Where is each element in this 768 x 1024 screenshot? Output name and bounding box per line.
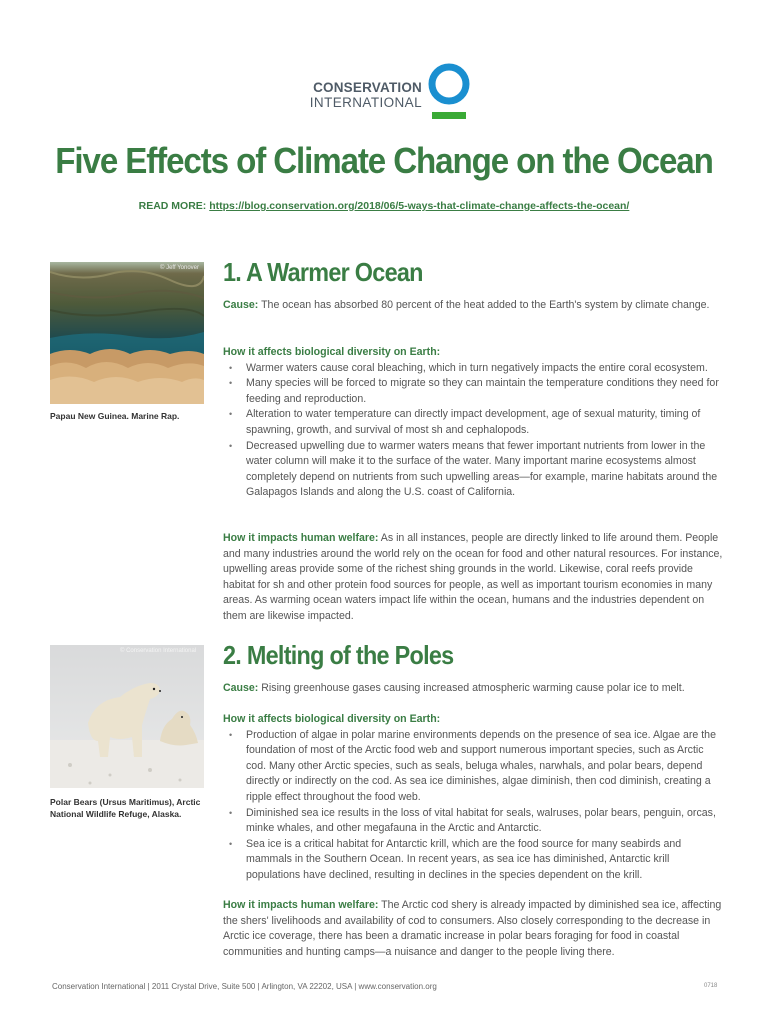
human-welfare-label: How it impacts human welfare: xyxy=(223,532,379,544)
cause-paragraph xyxy=(223,298,723,314)
read-more-link[interactable]: https://blog.conservation.org/2018/06/5-ways-that-climate-change-affects-the-ocean/ xyxy=(209,200,630,212)
cause-label: Cause: xyxy=(223,682,259,694)
photo-credit: © Jeff Yonover xyxy=(160,265,200,271)
cause-text: Rising greenhouse gases causing increased atmospheric warming cause polar ice to melt. xyxy=(258,682,685,694)
list-item: • Sea ice is a critical habitat for Antarctic krill, which are the food source for many seabirds and mammals in the Southern Ocean. In recent years, as sea ice has diminished, Antarctic krill populations have declined, resulting in declines in the species dependent on the krill. xyxy=(223,837,723,884)
section-heading: 1. A Warmer Ocean xyxy=(223,257,423,287)
biodiversity-label: How it affects biological diversity on Earth: xyxy=(223,713,441,725)
human-welfare-text: The Arctic cod shery is already impacted by diminished sea ice, affecting the shers' livelihoods and availability of cod to consumers. Also closely corresponding to the decrease in Arctic ice coverage, there has been a dramatic increase in polar bears foraging for food in coastal communities and hunting camps—a nuisance and danger to the people living there. xyxy=(223,899,722,958)
list-item: • Alteration to water temperature can directly impact development, age of sexual maturity, timing of spawning, growth, and survival of most sh and cephalopods. xyxy=(223,407,723,438)
document-title: Five Effects of Climate Change on the Ocean xyxy=(55,140,713,181)
photo-credit: © Conservation International xyxy=(120,648,197,654)
read-more-label: READ MORE: xyxy=(138,200,207,212)
photo-caption: Polar Bears (Ursus Maritimus), Arctic National Wildlife Refuge, Alaska. xyxy=(50,797,201,819)
human-welfare-text: As in all instances, people are directly linked to life around them. People and many industries around the world rely on the ocean for food and other natural resources. For instance, upwelling areas provide some of the richest shing grounds in the world. Likewise, coral reefs provide habitat for sh and other protein food sources for people, as well as important tourism economies in many areas. As warming ocean waters impact life within the ocean, humans and the industries dependent on them are likewise impacted. xyxy=(223,532,723,622)
biodiversity-list xyxy=(223,361,723,501)
biodiversity-block xyxy=(223,712,723,884)
logo-line-2: INTERNATIONAL xyxy=(309,95,422,110)
biodiversity-block xyxy=(223,345,723,501)
footer-address: Conservation International | 2011 Crystal Drive, Suite 500 | Arlington, VA 22202, USA | www.conservation.org xyxy=(52,982,437,991)
human-welfare-paragraph xyxy=(223,531,723,625)
photo-caption: Papau New Guinea. Marine Rap. xyxy=(50,411,180,421)
cause-label: Cause: xyxy=(223,299,259,311)
logo-line-1: CONSERVATION xyxy=(313,80,422,95)
human-welfare-label: How it impacts human welfare: xyxy=(223,899,379,911)
list-item: • Many species will be forced to migrate so they can maintain the temperature conditions they need for feeding and reproduction. xyxy=(223,376,723,407)
section-heading: 2. Melting of the Poles xyxy=(223,640,454,670)
biodiversity-label: How it affects biological diversity on Earth: xyxy=(223,346,441,358)
footer-code: 0718 xyxy=(704,983,718,989)
read-more-line xyxy=(0,200,768,212)
list-item: • Warmer waters cause coral bleaching, which in turn negatively impacts the entire coral ecosystem. xyxy=(223,361,723,377)
list-item: • Decreased upwelling due to warmer waters means that fewer important nutrients from lower in the water column will make it to the surface of the water. Many important marine ecosystems almost completely depend on nutrients from such upwelling areas—for example, marine habitats around the Galapagos Islands and along the U.S. coast of California. xyxy=(223,439,723,501)
human-welfare-paragraph xyxy=(223,898,723,960)
list-item: • Production of algae in polar marine environments depends on the presence of sea ice. Algae are the foundation of most of the Arctic food web and support numerous important species, such as Arctic cod. Many other Arctic species, such as seals, beluga whales, narwhals, and polar bears, depend directly or indirectly on the cod. As sea ice diminishes, algae diminish, then cod diminish, creating a ripple effect throughout the food web. xyxy=(223,728,723,806)
ci-globe-logo-icon xyxy=(428,62,474,122)
coral-reef-photo xyxy=(50,262,204,404)
conservation-international-logo xyxy=(298,62,478,124)
cause-paragraph xyxy=(223,681,723,697)
biodiversity-list xyxy=(223,728,723,884)
cause-text: The ocean has absorbed 80 percent of the heat added to the Earth's system by climate change. xyxy=(258,299,710,311)
polar-bears-photo xyxy=(50,645,204,788)
logo-wordmark xyxy=(298,80,422,111)
list-item: • Diminished sea ice results in the loss of vital habitat for seals, walruses, polar bears, penguin, orcas, minke whales, and other megafauna in the Arctic and Antarctic. xyxy=(223,806,723,837)
